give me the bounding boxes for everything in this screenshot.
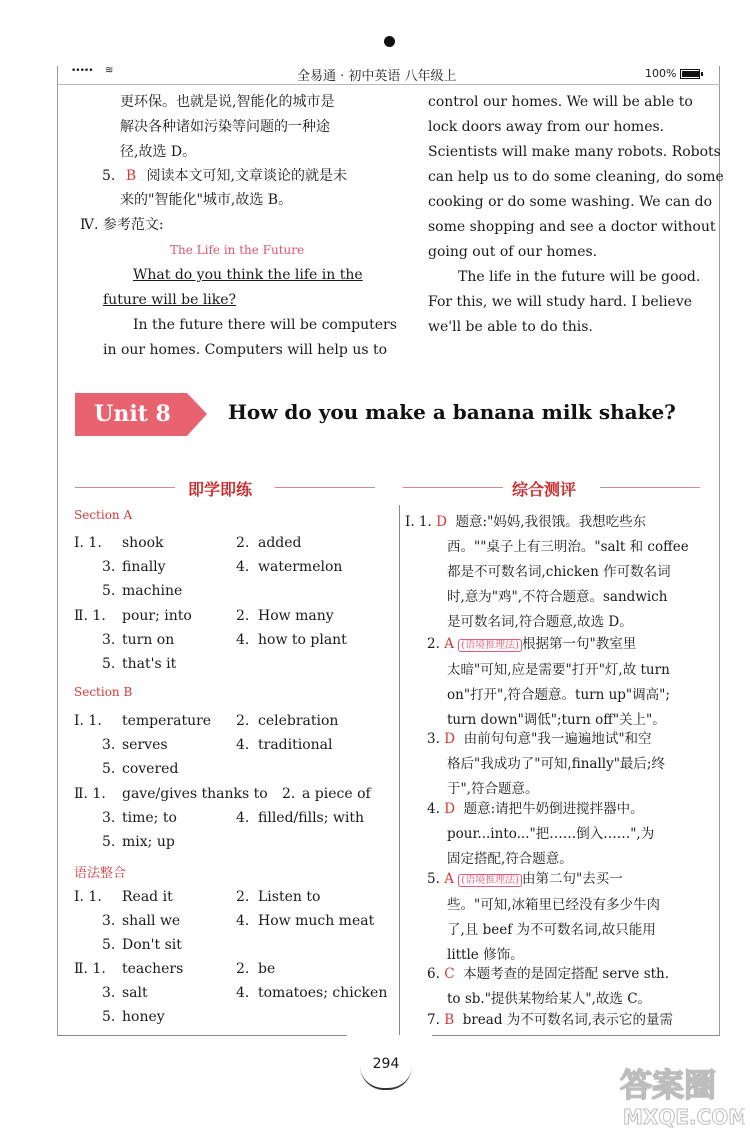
q1-l5: 是可数名词,符合题意,故选 D。 xyxy=(447,614,633,630)
q3-line1 xyxy=(405,727,705,752)
tl-line1: 更环保。也就是说,智能化的城市是 xyxy=(120,94,335,110)
q6-l2: to sb."提供某物给某人",故选 C。 xyxy=(447,991,652,1007)
g1-num4: 4. xyxy=(236,913,250,929)
q3-num: 3. xyxy=(427,731,440,747)
q2-l2: 太暗"可知,应是需要"打开"灯,故 turn xyxy=(447,662,670,678)
tl-q5-ans: B xyxy=(125,168,137,184)
g2-ans4: tomatoes; chicken xyxy=(258,985,388,1001)
g2-num4: 4. xyxy=(236,985,250,1001)
tr-line4: cooking or do some washing. We can do xyxy=(428,194,713,210)
battery-percent: 100% xyxy=(645,67,677,80)
essay-p1b: future will be like? xyxy=(103,292,237,308)
g2-roman: Ⅱ. 1. xyxy=(74,961,106,977)
q2-num: 2. xyxy=(427,636,440,652)
q4-block xyxy=(405,797,705,872)
tr-line3: can help us to do some cleaning, do some xyxy=(428,169,724,185)
essay-p2b: in our homes. Computers will help us to xyxy=(103,342,388,358)
unit-banner xyxy=(75,393,205,436)
right-heading: 综合测评 xyxy=(512,480,577,499)
essay-p1a: What do you think the life in the xyxy=(133,267,363,283)
b2-ans1: gave/gives thanks to xyxy=(122,786,268,802)
battery-icon xyxy=(680,69,700,79)
q4-l3: 固定搭配,符合题意。 xyxy=(447,851,573,867)
tr-line0: control our homes. We will be able to xyxy=(428,94,693,110)
b1-ans3: serves xyxy=(122,737,168,753)
q4-num: 4. xyxy=(427,801,440,817)
tr-line6: going out of our homes. xyxy=(428,244,598,260)
page-number-arc xyxy=(360,1066,412,1090)
watermark-graphic xyxy=(615,1060,745,1130)
watermark-text2: MXQE.COM xyxy=(623,1105,745,1129)
left-heading: 即学即练 xyxy=(188,480,253,499)
q6-l1: 本题考查的是固定搭配 serve sth. xyxy=(463,966,670,982)
g2-ans2: be xyxy=(258,961,276,977)
q1-num: Ⅰ. 1. xyxy=(405,514,432,530)
tl-q5-num: 5. xyxy=(102,168,116,184)
q4-l2: pour...into..."把……倒入……",为 xyxy=(447,826,655,842)
q3-l1: 由前句句意"我一遍遍地试"和空 xyxy=(463,731,652,747)
q3-ans: D xyxy=(444,731,456,747)
g2-num3: 3. xyxy=(102,985,116,1001)
q2-tag: (语境推理法) xyxy=(458,639,522,652)
a2-ans1: pour; into xyxy=(122,608,192,624)
b1-ans1: temperature xyxy=(122,713,212,729)
q1-l1: 题意:"妈妈,我很饿。我想吃些东 xyxy=(455,514,647,530)
b1-num2: 2. xyxy=(236,713,250,729)
b2-num2: 2. xyxy=(282,786,296,802)
b2-ans2: a piece of xyxy=(302,786,371,802)
a2-roman: Ⅱ. 1. xyxy=(74,608,106,624)
status-bar xyxy=(57,64,720,84)
g1-roman: Ⅰ. 1. xyxy=(74,889,102,905)
a1-num5: 5. xyxy=(102,583,116,599)
page-number: 294 xyxy=(372,1056,400,1072)
a2-num5: 5. xyxy=(102,656,116,672)
b2-ans3: time; to xyxy=(122,810,177,826)
b1-num5: 5. xyxy=(102,761,116,777)
q2-l1: 根据第一句"教室里 xyxy=(522,636,637,652)
q5-l3: 了,且 beef 为不可数名词,故只能用 xyxy=(447,922,656,938)
battery-fill xyxy=(682,71,700,77)
q1-line1 xyxy=(405,510,705,535)
essay-title: The Life in the Future xyxy=(170,243,305,257)
q4-ans: D xyxy=(444,801,456,817)
q5-l4: little 修饰。 xyxy=(447,947,524,963)
b1-num3: 3. xyxy=(102,737,116,753)
section-a-label: Section A xyxy=(74,508,133,522)
tl-line2: 解决各种诸如污染等问题的一种途 xyxy=(120,119,330,135)
footer-rule-right xyxy=(432,1035,720,1036)
watermark-logo xyxy=(615,1060,745,1130)
g2-ans3: salt xyxy=(122,985,148,1001)
unit-title: How do you make a banana milk shake? xyxy=(228,400,676,424)
b2-num5: 5. xyxy=(102,834,116,850)
q5-l1: 由第二句"去买一 xyxy=(522,871,623,887)
g1-num5: 5. xyxy=(102,937,116,953)
q1-l4: 时,意为"鸡",不符合题意。sandwich xyxy=(447,589,668,605)
g1-num3: 3. xyxy=(102,913,116,929)
a1-ans3: finally xyxy=(122,559,166,575)
g1-num2: 2. xyxy=(236,889,250,905)
a2-num2: 2. xyxy=(236,608,250,624)
g1-ans5: Don't sit xyxy=(122,937,182,953)
q5-l2: 些。"可知,冰箱里已经没有多少牛肉 xyxy=(447,897,661,913)
tl-q5 xyxy=(102,164,347,189)
q3-block xyxy=(405,727,705,802)
g1-ans4: How much meat xyxy=(258,913,375,929)
q6-line1 xyxy=(405,962,705,987)
section-4-label: Ⅳ. 参考范文: xyxy=(80,217,164,233)
q4-l1: 题意:请把牛奶倒进搅拌器中。 xyxy=(463,801,644,817)
tl-q5-text1: 阅读本文可知,文章谈论的就是未 xyxy=(146,168,348,184)
q6-ans: C xyxy=(444,966,455,982)
g2-ans1: teachers xyxy=(122,961,184,977)
b2-ans4: filled/fills; with xyxy=(258,810,365,826)
tl-line3: 径,故选 D。 xyxy=(120,144,197,160)
a2-num4: 4. xyxy=(236,632,250,648)
q1-ans: D xyxy=(436,514,447,530)
camera-dot xyxy=(384,36,395,47)
q3-l3: 于",符合题意。 xyxy=(447,781,539,797)
q1-l3: 都是不可数名词,chicken 作可数名词 xyxy=(447,564,671,580)
a1-ans2: added xyxy=(258,535,302,551)
q6-num: 6. xyxy=(427,966,440,982)
q5-block xyxy=(405,867,705,968)
a1-ans5: machine xyxy=(122,583,183,599)
q2-block xyxy=(405,632,705,733)
g2-ans5: honey xyxy=(122,1009,165,1025)
b1-roman: Ⅰ. 1. xyxy=(74,713,102,729)
q7-l1: bread 为不可数名词,表示它的量需 xyxy=(462,1012,674,1028)
a1-ans1: shook xyxy=(122,535,164,551)
b1-num4: 4. xyxy=(236,737,250,753)
tl-q5-line2: 来的"智能化"城市,故选 B。 xyxy=(120,192,293,208)
frame-right xyxy=(719,66,720,1036)
column-separator xyxy=(399,505,400,1035)
q2-l3: on"打开",符合题意。turn up"调高"; xyxy=(447,687,670,703)
q2-ans: A xyxy=(444,636,454,652)
tr-p2b: For this, we will study hard. I believe xyxy=(428,294,693,310)
b2-num3: 3. xyxy=(102,810,116,826)
q2-l4: turn down"调低";turn off"关上"。 xyxy=(447,712,666,728)
a1-num3: 3. xyxy=(102,559,116,575)
footer-rule-left xyxy=(57,1035,347,1036)
watermark-text1: 答案圈 xyxy=(620,1066,717,1104)
q4-line1 xyxy=(405,797,705,822)
tr-line2: Scientists will make many robots. Robots xyxy=(428,144,721,160)
a2-ans5: that's it xyxy=(122,656,177,672)
a2-num3: 3. xyxy=(102,632,116,648)
b1-ans5: covered xyxy=(122,761,179,777)
frame-top xyxy=(57,84,720,85)
q1-l2: 西。""桌子上有三明治。"salt 和 coffee xyxy=(447,539,689,555)
g1-ans3: shall we xyxy=(122,913,181,929)
b2-num4: 4. xyxy=(236,810,250,826)
grammar-label: 语法整合 xyxy=(74,866,127,881)
b2-ans5: mix; up xyxy=(122,834,175,850)
signal-icon: ••••• xyxy=(71,66,93,76)
g2-num5: 5. xyxy=(102,1009,116,1025)
b1-ans4: traditional xyxy=(258,737,333,753)
a1-roman: Ⅰ. 1. xyxy=(74,535,102,551)
a2-ans4: how to plant xyxy=(258,632,347,648)
tr-line1: lock doors away from our homes. xyxy=(428,119,665,135)
q5-line1 xyxy=(405,867,705,893)
a1-num4: 4. xyxy=(236,559,250,575)
q5-ans: A xyxy=(444,871,454,887)
rule-right-b xyxy=(600,487,700,488)
g2-num2: 2. xyxy=(236,961,250,977)
section-b-label: Section B xyxy=(74,685,133,699)
frame-left xyxy=(57,66,58,1036)
g1-ans1: Read it xyxy=(122,889,173,905)
q3-l2: 格后"我成功了"可知,finally"最后;终 xyxy=(447,756,665,772)
rule-left-a xyxy=(75,487,175,488)
a2-ans2: How many xyxy=(258,608,334,624)
a2-ans3: turn on xyxy=(122,632,175,648)
header-title: 全易通 · 初中英语 八年级上 xyxy=(297,69,457,84)
q5-num: 5. xyxy=(427,871,440,887)
tr-line5: some shopping and see a doctor without xyxy=(428,219,716,235)
q5-tag: (语境推理法) xyxy=(458,874,522,887)
tr-p2c: we'll be able to do this. xyxy=(428,319,593,335)
essay-p2a: In the future there will be computers xyxy=(133,317,397,333)
a1-ans4: watermelon xyxy=(258,559,343,575)
q7-ans: B xyxy=(444,1012,455,1028)
q1-block xyxy=(405,510,705,635)
unit-label: Unit 8 xyxy=(94,401,171,427)
q7-block xyxy=(405,1008,705,1033)
rule-left-b xyxy=(275,487,375,488)
b1-ans2: celebration xyxy=(258,713,339,729)
q7-line1 xyxy=(405,1008,705,1033)
tr-p2a: The life in the future will be good. xyxy=(458,269,701,285)
g1-ans2: Listen to xyxy=(258,889,321,905)
b2-roman: Ⅱ. 1. xyxy=(74,786,106,802)
rule-right-a xyxy=(403,487,503,488)
q7-num: 7. xyxy=(427,1012,440,1028)
wifi-icon: ≋ xyxy=(105,65,114,76)
q2-line1 xyxy=(405,632,705,658)
q6-block xyxy=(405,962,705,1012)
a1-num2: 2. xyxy=(236,535,250,551)
